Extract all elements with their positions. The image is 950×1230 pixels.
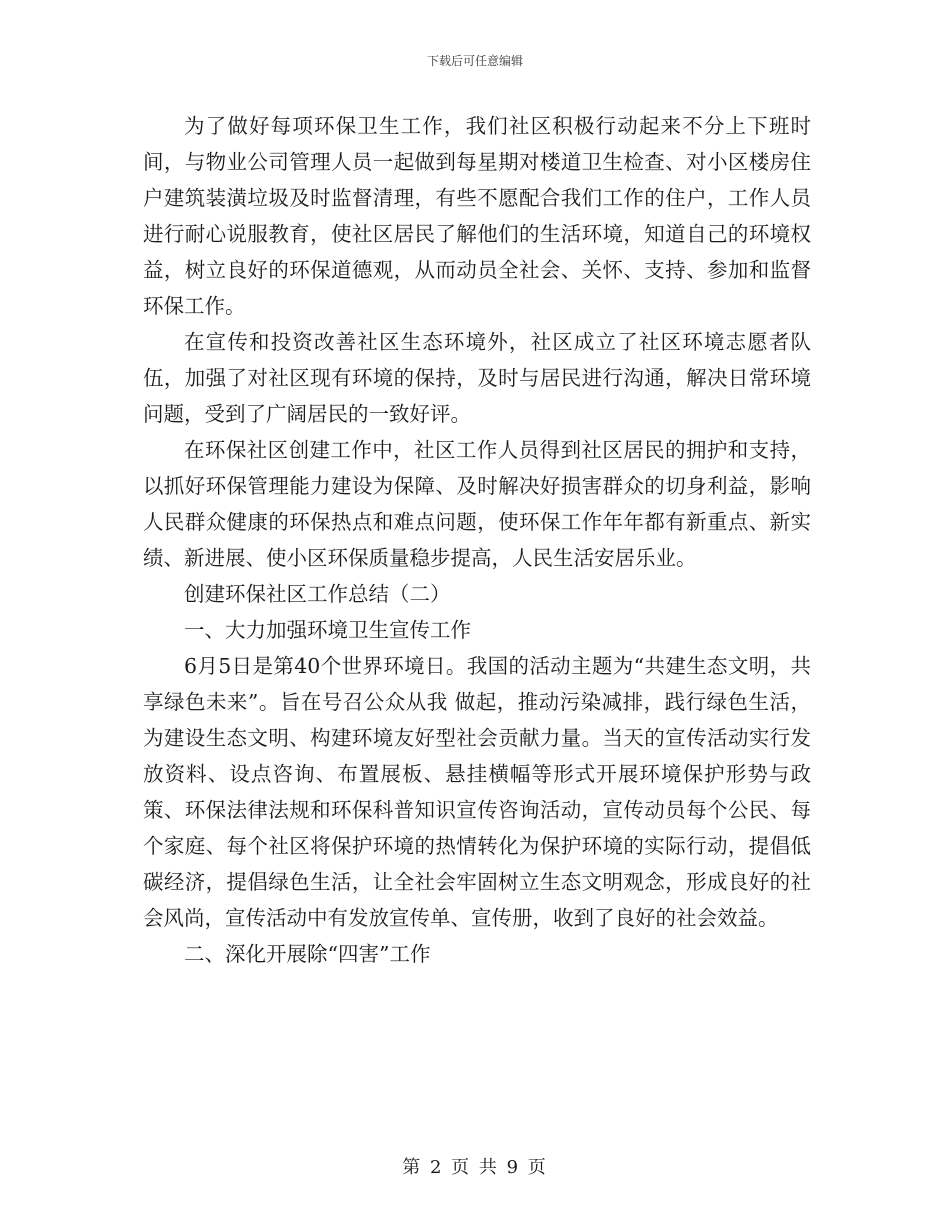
page-number-footer: 第 2 页 共 9 页: [402, 1157, 548, 1178]
paragraph-environment-day: 6月5日是第40个世界环境日。我国的活动主题为“共建生态文明，共享绿色未来”。旨在号召公众从我 做起，推动污染减排，践行绿色生活，为建设生态文明、构建环境友好型社会贡献力量。当天的宣传活动实行发放资料、设点咨询、布置展板、悬挂横幅等形式开展环境保护形势与政策、环保法律法规和环保科普知识宣传咨询活动，宣传动员每个公民、每个家庭、每个社区将保护环境的热情转化为保护环境的实际行动，提倡低碳经济，提倡绿色生活，让全社会牢固树立生态文明观念，形成良好的社会风尚，宣传活动中有发放宣传单、宣传册，收到了良好的社会效益。: [143, 654, 811, 930]
heading-four-pests: 二、深化开展除“四害”工作: [184, 942, 431, 966]
section-title-summary-two: 创建环保社区工作总结（二）: [184, 582, 451, 606]
paragraph-sanitation-work: 为了做好每项环保卫生工作，我们社区积极行动起来不分上下班时间，与物业公司管理人员一起做到每星期对楼道卫生检查、对小区楼房住户建筑装潢垃圾及时监督清理，有些不愿配合我们工作的住户，工作人员进行耐心说服教育，使社区居民了解他们的生活环境，知道自己的环境权益，树立良好的环保道德观，从而动员全社会、关怀、支持、参加和监督环保工作。: [143, 114, 811, 318]
paragraph-volunteer-team: 在宣传和投资改善社区生态环境外，社区成立了社区环境志愿者队伍，加强了对社区现有环境的保持，及时与居民进行沟通，解决日常环境问题，受到了广阔居民的一致好评。: [143, 330, 811, 426]
heading-publicity-work: 一、大力加强环境卫生宣传工作: [184, 618, 471, 642]
document-body: [143, 108, 811, 972]
page-header-note: 下载后可任意编辑: [426, 54, 523, 68]
paragraph-creation-results: 在环保社区创建工作中，社区工作人员得到社区居民的拥护和支持，以抓好环保管理能力建设为保障、及时解决好损害群众的切身利益，影响人民群众健康的环保热点和难点问题，使环保工作年年都有新重点、新实绩、新进展、使小区环保质量稳步提高，人民生活安居乐业。: [143, 438, 811, 570]
